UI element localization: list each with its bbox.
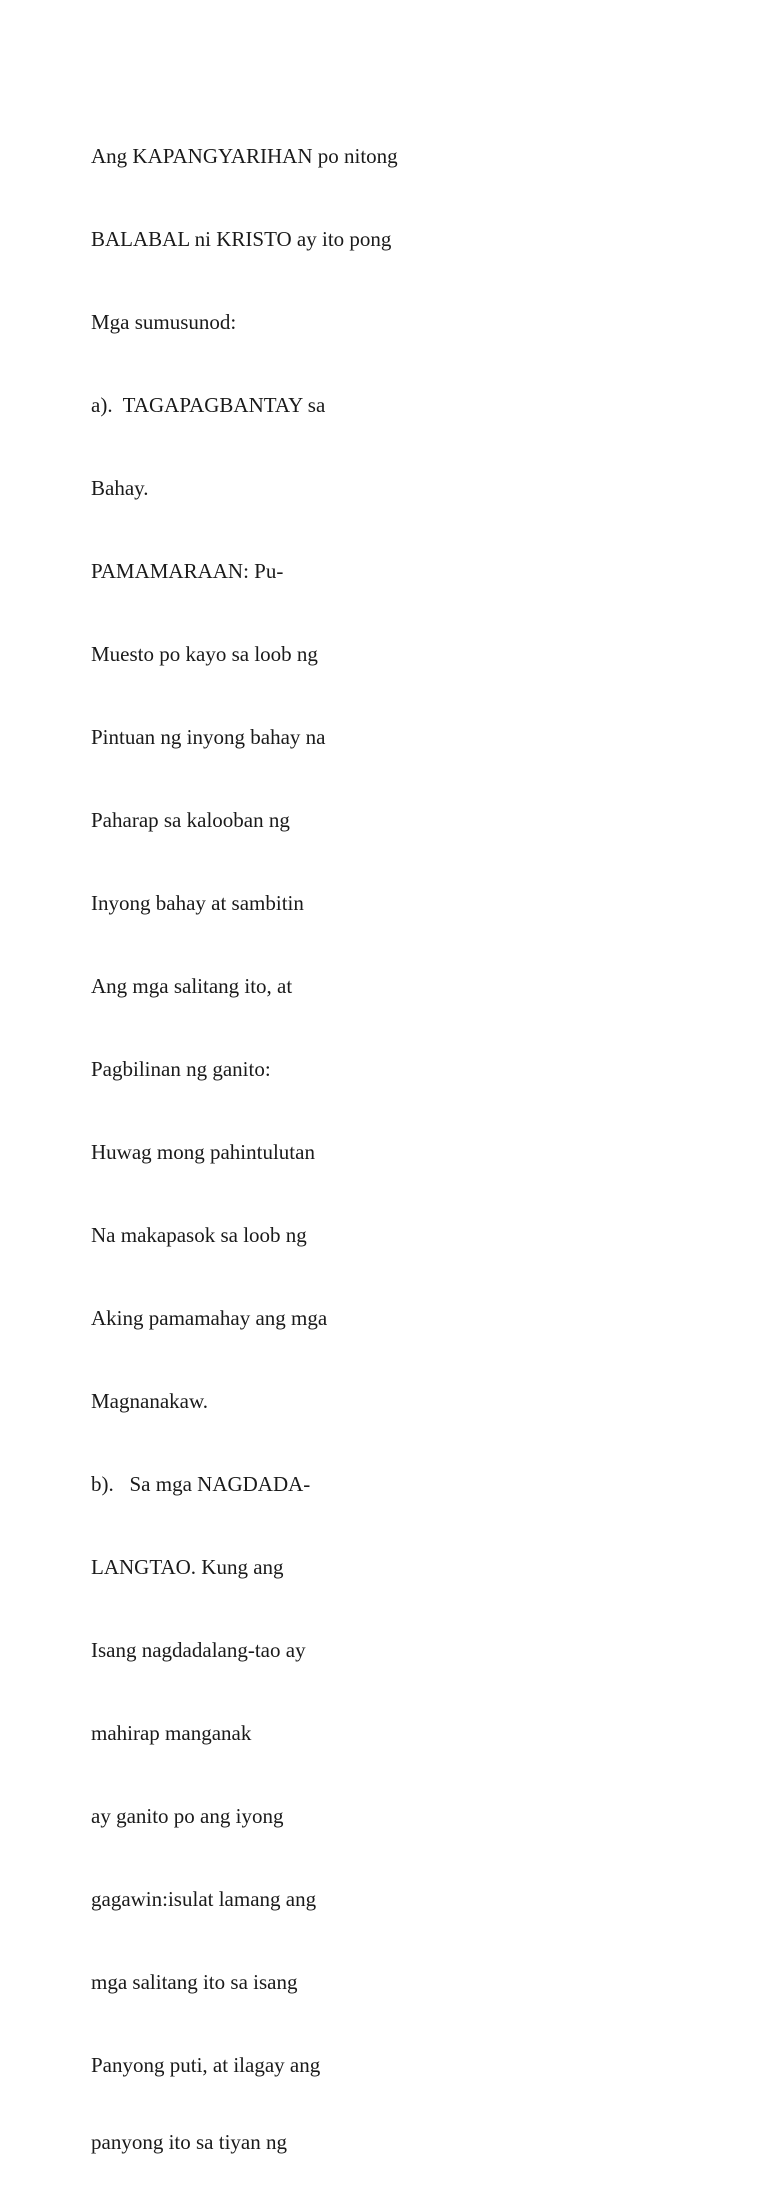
text-line: Inyong bahay at sambitin — [91, 891, 304, 915]
text-line: Paharap sa kalooban ng — [91, 808, 290, 832]
text-line: mga salitang ito sa isang — [91, 1970, 298, 1994]
text-line: Mga sumusunod: — [91, 310, 237, 334]
text-line: Pintuan ng inyong bahay na — [91, 725, 326, 749]
text-line: Huwag mong pahintulutan — [91, 1140, 315, 1164]
text-line: b). Sa mga NAGDADA- — [91, 1472, 311, 1496]
text-line: Pagbilinan ng ganito: — [91, 1057, 271, 1081]
text-line: Muesto po kayo sa loob ng — [91, 642, 318, 666]
text-line: Panyong puti, at ilagay ang — [91, 2053, 321, 2077]
text-line: LANGTAO. Kung ang — [91, 1555, 284, 1579]
text-line: Bahay. — [91, 476, 149, 500]
text-line: a). TAGAPAGBANTAY sa — [91, 393, 326, 417]
text-line: PAMAMARAAN: Pu- — [91, 559, 284, 583]
text-line: Magnanakaw. — [91, 1389, 209, 1413]
document-text — [91, 90, 398, 2205]
text-line: Ang KAPANGYARIHAN po nitong — [91, 144, 398, 168]
text-line: panyong ito sa tiyan ng — [91, 2130, 287, 2154]
text-line: BALABAL ni KRISTO ay ito pong — [91, 227, 392, 251]
text-line: Na makapasok sa loob ng — [91, 1223, 307, 1247]
text-line: gagawin:isulat lamang ang — [91, 1887, 317, 1911]
text-line: Ang mga salitang ito, at — [91, 974, 293, 998]
text-line: mahirap manganak — [91, 1721, 252, 1745]
text-line: Isang nagdadalang-tao ay — [91, 1638, 306, 1662]
text-line: Aking pamamahay ang mga — [91, 1306, 328, 1330]
text-line: ay ganito po ang iyong — [91, 1804, 284, 1828]
